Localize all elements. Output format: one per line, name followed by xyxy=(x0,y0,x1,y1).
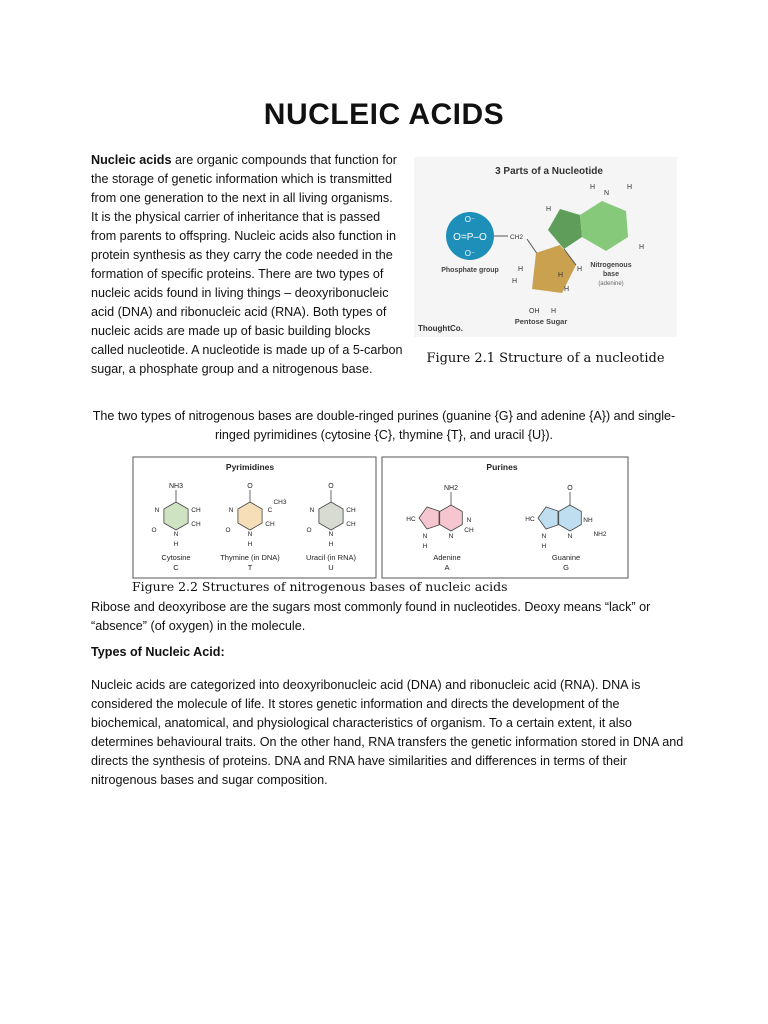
cytosine-atom-n3: N xyxy=(173,531,179,538)
adenine-atom-h: H xyxy=(422,543,428,550)
base-label-3: (adenine) xyxy=(598,281,624,287)
phosphate-label-text: Phosphate group xyxy=(441,267,499,274)
uracil-name-label: Uracil (in RNA) xyxy=(305,553,357,562)
thymine-atom-ch3: CH3 xyxy=(273,499,287,506)
sugar-h6: H xyxy=(551,308,557,315)
purines-title: Purines xyxy=(486,462,518,472)
cytosine-atom-h: H xyxy=(173,541,179,548)
adenine-atom-hc: HC xyxy=(406,516,416,523)
figure2-caption: Figure 2.2 Structures of nitrogenous bases of nucleic acids xyxy=(132,579,508,594)
guanine-atom-n3: N xyxy=(567,533,573,540)
ribose-paragraph: Ribose and deoxyribose are the sugars most commonly found in nucleotides. Deoxy means “lack” or “absence” (of oxygen) in the molecule. xyxy=(91,600,651,633)
adenine-atom-n1: N xyxy=(466,517,472,524)
page-title: NUCLEIC ACIDS xyxy=(263,98,505,131)
sugar-oh: OH xyxy=(529,308,540,315)
intro-paragraph xyxy=(91,151,403,379)
guanine-atom-n9: N xyxy=(541,533,547,540)
cytosine-atom-c1: CH xyxy=(191,507,201,514)
phosphate-o-bottom: O⁻ xyxy=(464,249,476,258)
uracil-atom-o: O xyxy=(306,527,312,534)
figure1-caption: Figure 2.1 Structure of a nucleotide xyxy=(426,351,665,366)
thymine-atom-c1: C xyxy=(267,507,273,514)
thymine-letter-label: T xyxy=(247,563,253,572)
cytosine-atom-c2: CH xyxy=(191,521,201,528)
intro-term: Nucleic acids xyxy=(91,153,172,167)
guanine-atom-h: H xyxy=(541,543,547,550)
types-heading: Types of Nucleic Acid: xyxy=(91,645,225,659)
guanine-top-group: O xyxy=(567,485,573,492)
pentose-sugar-label: Pentose Sugar xyxy=(514,317,568,326)
bases-paragraph: The two types of nitrogenous bases are double-ringed purines (guanine {G} and adenine {A}) and single-ringed pyrimidines (cytosine {C}, thymine {T}, and uracil {U}). xyxy=(92,409,676,442)
guanine-letter-label: G xyxy=(563,563,569,572)
cytosine-name-label: Cytosine xyxy=(161,553,191,562)
guanine-atom-n1: NH xyxy=(583,517,593,524)
uracil-letter-label: U xyxy=(328,563,334,572)
base-label-2: base xyxy=(603,271,619,278)
nucleotide-figure xyxy=(414,157,677,337)
sugar-h3: H xyxy=(558,272,564,279)
sugar-h1: H xyxy=(518,266,524,273)
cytosine-top-group: NH3 xyxy=(168,483,184,490)
uracil-atom-c1: CH xyxy=(346,507,356,514)
phosphate-label xyxy=(441,267,499,274)
sugar-h5: H xyxy=(564,286,570,293)
thymine-atom-n1: N xyxy=(228,507,234,514)
phosphate-formula: O=P–O xyxy=(453,232,487,243)
sugar-h4: H xyxy=(577,266,583,273)
base-h-left: H xyxy=(546,206,552,213)
adenine-top-group: NH2 xyxy=(443,485,459,492)
cytosine-atom-o: O xyxy=(151,527,157,534)
sugar-h2: H xyxy=(512,278,518,285)
adenine-atom-ch: CH xyxy=(464,527,474,534)
intro-text: are organic compounds that function for the storage of genetic information which is transmitted from one generation to the next in all living organisms. It is the physical carrier of inheritance that is passed from parents to offspring. Nucleic acids also function in protein synthesis as they carry the code needed in the formation of specific proteins. There are two types of nucleic acids found in living things – deoxyribonucleic acid (DNA) and ribonucleic acid (RNA). Both types of nucleic acids are made up of basic building blocks called nucleotide. A nucleotide is made up of a 5-carbon sugar, a phosphate group and a nitrogenous base. xyxy=(91,153,403,376)
thoughtco-logo: ThoughtCo. xyxy=(418,324,463,333)
thymine-atom-c2: CH xyxy=(265,521,275,528)
base-h-top-left: H xyxy=(590,184,596,191)
base-label-1: Nitrogenous xyxy=(590,262,632,269)
thymine-atom-o: O xyxy=(225,527,231,534)
guanine-atom-nh2: NH2 xyxy=(593,531,607,538)
guanine-name-label: Guanine xyxy=(551,553,581,562)
ch2-label: CH2 xyxy=(510,234,524,241)
adenine-atom-n3: N xyxy=(448,533,454,540)
thymine-atom-h: H xyxy=(247,541,253,548)
uracil-top-group: O xyxy=(328,483,334,490)
thymine-top-group: O xyxy=(247,483,253,490)
types-paragraph: Nucleic acids are categorized into deoxyribonucleic acid (DNA) and ribonucleic acid (RNA). DNA is considered the molecule of life. It stores genetic information and directs the development of the biochemical, anatomical, and physiological characteristics of organism. To a certain extent, it also determines behavioural traits. On the other hand, RNA transfers the genetic information stored in DNA and directs the synthesis of proteins. DNA and RNA have similarities and differences in terms of their nitrogenous bases and sugar composition. xyxy=(91,678,684,787)
thymine-atom-n3: N xyxy=(247,531,253,538)
thymine-name-label: Thymine (in DNA) xyxy=(220,553,280,562)
adenine-name-label: Adenine xyxy=(433,553,461,562)
nucleotide-figure-title: 3 Parts of a Nucleotide xyxy=(495,166,603,177)
base-n-top: N xyxy=(604,190,610,197)
adenine-letter-label: A xyxy=(444,563,450,572)
base-h-top-right: H xyxy=(627,184,633,191)
uracil-atom-c2: CH xyxy=(346,521,356,528)
adenine-atom-n9: N xyxy=(422,533,428,540)
nitrogenous-bases-figure xyxy=(132,456,630,580)
cytosine-atom-n1: N xyxy=(154,507,160,514)
phosphate-o-top: O⁻ xyxy=(464,215,476,224)
pyrimidines-title: Pyrimidines xyxy=(225,462,275,472)
uracil-atom-h: H xyxy=(328,541,334,548)
uracil-atom-n3: N xyxy=(328,531,334,538)
uracil-atom-n1: N xyxy=(309,507,315,514)
base-h-right: H xyxy=(639,244,645,251)
guanine-atom-hc: HC xyxy=(525,516,535,523)
cytosine-letter-label: C xyxy=(173,563,179,572)
